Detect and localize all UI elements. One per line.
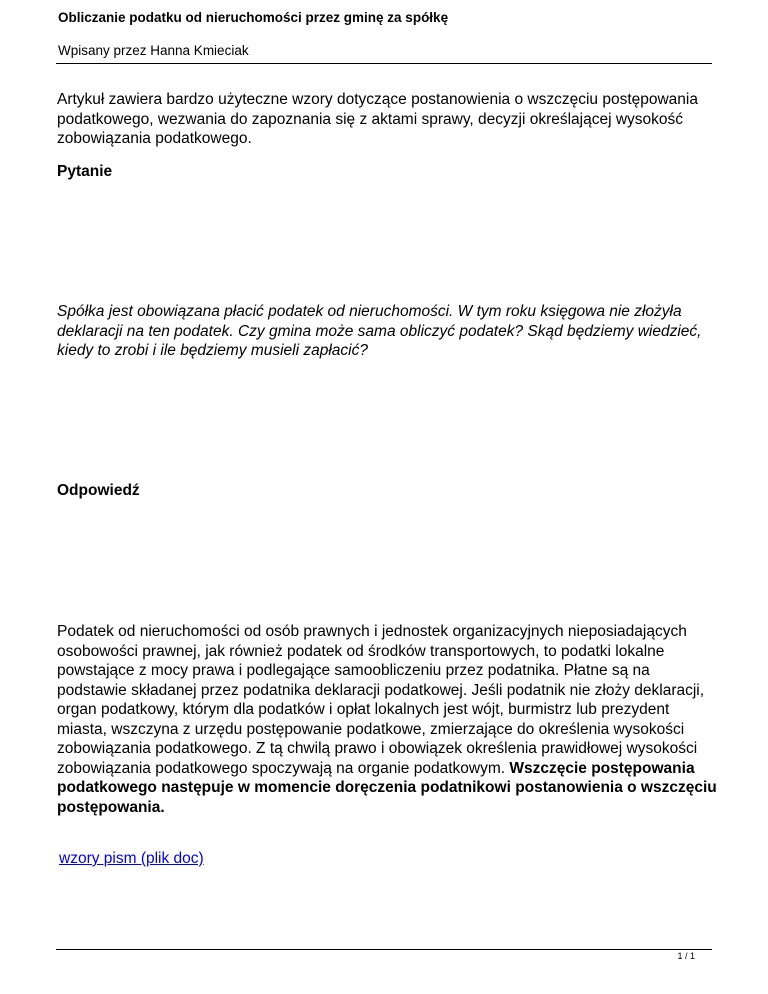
question-heading: Pytanie [57,163,113,180]
document-title: Obliczanie podatku od nieruchomości przez gminę za spółkę [58,10,449,25]
answer-heading: Odpowiedź [57,482,140,499]
page-number: 1 / 1 [677,951,695,961]
header-divider [56,63,712,64]
document-author: Wpisany przez Hanna Kmieciak [58,43,249,58]
question-paragraph: Spółka jest obowiązana płacić podatek od nieruchomości. W tym roku księgowa nie złożyła deklaracji na ten podatek. Czy gmina może sama obliczyć podatek? Skąd będziemy wiedzieć, kiedy to zrobi i ile będziemy musieli zapłacić? [57,303,702,359]
download-doc-link[interactable]: wzory pism (plik doc) [59,850,204,867]
answer-paragraph [57,622,717,817]
footer-divider [56,949,712,950]
intro-paragraph: Artykuł zawiera bardzo użyteczne wzory dotyczące postanowienia o wszczęciu postępowania podatkowego, wezwania do zapoznania się z aktami sprawy, decyzji określającej wysokość zobowiązania podatkowego. [57,91,698,147]
answer-text: Podatek od nieruchomości od osób prawnych i jednostek organizacyjnych nieposiadających osobowości prawnej, jak również podatek od środków transportowych, to podatki lokalne powstające z mocy prawa i podlegające samoobliczeniu przez podatnika. Płatne są na podstawie składanej przez podatnika deklaracji podatkowej. Jeśli podatnik nie złoży deklaracji, organ podatkowy, którym dla podatków i opłat lokalnych jest wójt, burmistrz lub prezydent miasta, wszczyna z urzędu postępowanie podatkowe, zmierzające do określenia wysokości zobowiązania podatkowego. Z tą chwilą prawo i obowiązek określenia prawidłowej wysokości zobowiązania podatkowego spoczywają na organie podatkowym. [57,623,705,777]
answer-bold-text: Wszczęcie postępowania podatkowego następuje w momencie doręczenia podatnikowi postanowienia o wszczęciu postępowania. [57,759,717,816]
